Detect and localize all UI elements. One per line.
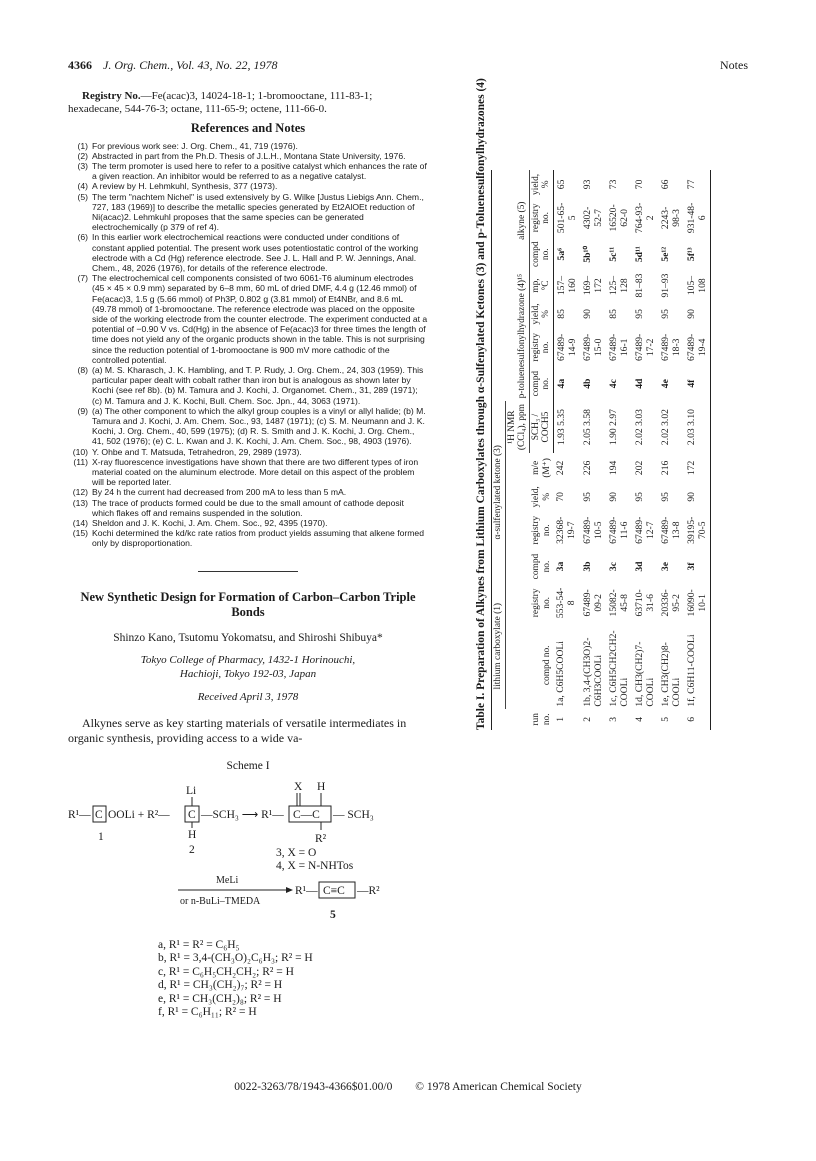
reference-text: The electrochemical cell components consisted of two 6061-T6 aluminum electrodes (45 × 45 × 0.9 mm) separated by 6–8 mm, 60 mL of dried DMF, 4.4 g (12.46 mmol) of Fe(acac)3, 1.5 g (5.66 mmol) of Ph3P, 0.802 g (3.81 mmol) of Et4NBr, and 8.6 mL (49.78 mmol) of 1-bromooctane. The reference electrode was placed on the opposite side of the working electrode from the counter electrode. The experiment conducted at a potential of −0.90 V vs. Cd(Hg) in the absence of Fe(acac)3 for three times the length of time does not yield any of the organic products shown in the table. This is not surprising since the reduction potential of 1-bromooctane is 900 mV more cathodic of the controlled potential. [92,273,428,365]
cell-mp: 169–172 [581,275,604,296]
scheme-li: Li [186,785,197,798]
reference-number: (3) [77,160,88,171]
cell-coch-value: 3.03 [633,409,645,426]
scheme-h-below: H [188,829,197,842]
group-nmr: ¹H NMR (CCl₄), ppm [505,401,529,453]
group-hydrazone: p-toluenesulfonylhydrazone (4)¹⁵ [492,271,530,400]
cell-run: 3 [607,716,619,722]
cell-a-no [684,237,711,271]
cell-compound-id: 5a⁶ [555,247,567,261]
reference-item [68,528,428,548]
cell-compd: 1e, CH3(CH2)8-COOLi [659,642,682,707]
cell-a-yield: 66 [659,179,671,190]
table-row [580,170,606,730]
cell-sch3-value: 2.02 [633,428,645,446]
reference-number: (10) [72,446,88,457]
col-yield-5: yield, % [529,170,553,199]
cell-run: 6 [684,709,711,730]
cell-h-yield: 90 [684,300,711,329]
reference-text: (a) The other component to which the alkyl group couples is a vinyl or allyl halide; (b) M. Tamura and J. Kochi, J. Am. Chem. Soc., 93, 1487 (1971); (c) S. M. Neumann and J. K. Kochi, J. Org. Chem., 40, 599 (1975); (d) R. S. Smith and J. K. Kochi, J. Org. Chem., 41, 502 (1976); (e) C. L. Kwan and J. K. Kochi, J. Am. Chem. Soc., 98, 4903 (1976). [92,405,426,447]
cell-reg: 553-54-8 [555,587,577,619]
cell-mp: 157–160 [555,275,578,296]
scheme-arrow-head [286,887,293,893]
col-yield-4: yield, % [529,300,553,329]
cell-run: 1 [555,716,566,722]
cell-h-reg: 67489-19-4 [684,328,711,366]
cell-sch3-value: 1.93 [555,428,567,446]
cell-sch3 [553,401,580,453]
reference-number: (4) [77,181,88,192]
col-compd-5: compd no. [529,237,553,271]
reference-number: (8) [77,364,88,375]
cell-k-reg: 32368-19-7 [555,516,577,544]
cell-mp: 91–93 [659,273,671,298]
reference-item [68,232,428,273]
col-registry-5: registry no. [529,199,553,237]
cell-compd: 1b, 3,4-(CH3O)2-C6H3COOLi [581,637,604,707]
reference-text: (a) M. S. Kharasch, J. K. Hambling, and T. P. Rudy, J. Org. Chem., 24, 303 (1959). This particular paper dealt with cobalt rather than iron but is analogous as shown later by Kochi (see ref 8b). (b) M. Tamura and J. Kochi, J. Organomet. Chem., 31, 289 (1971); (c) M. Tamura and J. K. Kochi, Bull. Chem. Soc. Jpn., 44, 3063 (1971). [92,364,424,406]
col-compd-4: compd no. [529,366,553,400]
reference-number: (2) [77,150,88,161]
cell-h-no [580,366,606,400]
scheme-legend [68,939,428,1020]
cell-compound-id: 3e [659,562,671,572]
scheme-box-cc-label: C—C [293,809,320,822]
cell-compound-id: 3d [633,561,645,572]
reference-item [68,181,428,191]
scheme-legend-item: a, R¹ = R² = C₆H₅ [158,938,240,951]
cell-compd: 1d, CH3(CH2)7-COOLi [633,641,656,707]
reference-text: Kochi determined the kd/kc rate ratios from product yields assuming that alkene formed only by disproportionation. [92,528,424,549]
table-row [553,170,580,730]
col-registry-1: registry no. [531,588,552,618]
cell-sch3 [632,401,658,453]
cell-compound-id: 4d [633,378,645,389]
cell-me: 194 [607,460,619,476]
scheme-box-product-label: C≡C [323,885,345,898]
col-compd-1: compd no. [541,645,552,686]
cell-a-no [658,237,684,271]
cell-h-no [553,366,580,400]
cell-sch3 [658,401,684,453]
article-authors: Shinzo Kano, Tsutomu Yokomatsu, and Shiroshi Shibuya* [113,631,383,644]
table-row [684,170,711,730]
registry-label: Registry No. [82,90,141,102]
cell-coch-value: 3.10 [685,409,697,426]
page-footer [0,1081,816,1093]
cell-k-yield: 95 [581,492,593,502]
cell-h-no [632,366,658,400]
scheme-legend-item: d, R¹ = CH₃(CH₂)₇; R² = H [158,979,283,992]
cell-h-reg: 67489-17-2 [633,333,656,361]
reference-item [68,151,428,161]
reference-item [68,365,428,406]
reference-number: (14) [72,518,88,529]
cell-a-no [606,237,632,271]
cell-a-yield: 73 [607,179,619,190]
cell-compound-id: 4a [555,378,567,389]
cell-k-yield: 90 [684,483,711,512]
reference-number: (13) [72,497,88,508]
cell-a-reg: 931-48-6 [684,199,711,237]
reference-item [68,273,428,365]
affiliation-line-2: Hachioji, Tokyo 192-03, Japan [179,667,317,680]
scheme-sch3: —SCH₃ ⟶ R¹— [201,809,284,822]
cell-a-reg: 4302-52-7 [581,206,604,230]
cell-h-reg: 67489-18-3 [659,333,682,361]
cell-a-reg: 2243-98-3 [659,206,682,230]
reference-item [68,498,428,518]
cell-k-yield: 70 [555,492,566,502]
cell-a-yield: 77 [684,170,711,199]
cell-coch-value: 2.97 [607,409,619,426]
article-code: 0022-3263/78/1943-4366$01.00/0 [234,1081,393,1093]
cell-compound-id: 5f¹³ [685,247,697,262]
references-title: References and Notes [190,121,306,135]
reference-item [68,487,428,497]
reference-number: (6) [77,232,88,243]
cell-a-reg: 16520-62-0 [607,204,630,232]
cell-a-no [632,237,658,271]
cell-a-yield: 70 [633,179,645,190]
reference-item [68,406,428,447]
reference-text: The trace of products formed could be due to the small amount of cathode deposit which flakes off and remains suspended in the solution. [92,497,404,518]
reference-text: The term promoter is used here to refer to a positive catalyst which enhances the rate of a given reaction. An inhibitor would be referred to as a negative catalyst. [92,160,427,182]
cell-me: 216 [659,460,671,476]
cell-reg: 15082-45-8 [607,589,630,617]
cell-k-no [580,549,606,583]
cell-k-reg: 67489-13-8 [659,516,682,544]
table-row [606,170,632,730]
cell-compound-id: 5c¹¹ [607,246,619,262]
col-yield-3: yield, % [531,486,552,508]
cell-sch3-value: 2.03 [685,428,697,446]
reference-item [68,141,428,151]
cell-me: 226 [581,460,593,476]
cell-mp: 105–108 [684,271,711,299]
cell-compd: 1a, C6H5COOLi [555,641,566,707]
col-compd-3: compd no. [531,553,552,580]
group-alkyne: alkyne (5) [492,170,530,271]
scheme-x: X [294,781,303,794]
reference-text: A review by H. Lehmkuhl, Synthesis, 377 (1973). [92,181,278,192]
scheme-reagent-buli: or n-BuLi–TMEDA [180,896,261,908]
scheme-r1: R¹— [68,809,91,822]
reference-number: (7) [77,273,88,284]
reference-text: Y. Ohbe and T. Matsuda, Tetrahedron, 29, 2989 (1973). [92,446,302,457]
scheme-legend-item: c, R¹ = C₆H₅CH₂CH₂; R² = H [158,965,294,978]
cell-coch-value: 5.35 [555,409,567,426]
cell-k-yield: 95 [659,492,671,502]
cell-compound-id: 3f [685,562,697,571]
cell-a-reg: 501-65-5 [555,202,578,234]
cell-h-yield: 95 [633,309,645,319]
section-divider [198,571,298,572]
cell-me: 172 [684,453,711,482]
cell-mp: 125–128 [607,275,630,296]
cell-k-no [684,549,711,583]
cell-compound-id: 4c [607,379,619,389]
received-date: Received April 3, 1978 [197,691,299,704]
scheme-label-2: 2 [189,844,195,857]
scheme-legend-item: f, R¹ = C₆H₁₁; R² = H [158,1006,257,1019]
col-mp: mp, °C [529,271,553,299]
col-run: run no. [492,709,554,730]
cell-k-no [553,549,580,583]
reference-text: Abstracted in part from the Ph.D. Thesis of J.L.H., Montana State University, 1976. [92,150,406,161]
article-body: Alkynes serve as key starting materials of versatile intermediates in organic synthesis, providing access to a wide va- [68,715,407,745]
cell-h-reg: 67489-14-9 [555,333,578,361]
cell-k-yield: 90 [607,492,619,502]
scheme-product-r1: R¹— [295,885,318,898]
table-grid [491,170,711,730]
reference-text: By 24 h the current had decreased from 200 mA to less than 5 mA. [92,487,347,498]
table-body [553,170,710,730]
reference-number: (9) [77,405,88,416]
reference-item [68,161,428,181]
journal-citation: J. Org. Chem., Vol. 43, No. 22, 1978 [103,58,278,72]
cell-compd: 1c, C6H5CH2CH2-COOLi [607,630,630,707]
reference-number: (5) [77,191,88,202]
scheme-label-1: 1 [98,831,104,844]
cell-a-no [553,237,580,271]
col-registry-4: registry no. [529,328,553,366]
cell-a-no [580,237,606,271]
cell-compound-id: 4f [685,379,697,388]
scheme-sch3b: — SCH₃ [333,809,374,822]
cell-h-no [606,366,632,400]
cell-compound-id: 5d¹¹ [633,246,645,263]
reference-number: (1) [77,140,88,151]
cell-h-reg: 67489-16-1 [607,333,630,361]
cell-coch-value: 3.02 [659,409,671,426]
cell-compound-id: 4b [581,378,593,389]
cell-run: 4 [633,716,645,722]
cell-coch-value: 3.58 [581,409,593,426]
cell-a-yield: 93 [581,179,593,190]
col-me: m/e (M⁺) [531,458,552,478]
cell-run: 5 [659,716,671,722]
cell-k-no [632,549,658,583]
registry-numbers [68,90,428,116]
reference-text: The term "nachtem Nichel" is used extensively by G. Wilke [Justus Liebigs Ann. Chem., 727, 183 (1969)] to describe the metallic species generated by Et2AlOEt reduction of Ni(acac)2. Lehmkuhl proposes that the same species can be generated electrochemically (p 379 of ref 4). [92,191,424,233]
scheme-product-r2: —R² [357,885,380,898]
cell-k-no [658,549,684,583]
scheme-h-top: H [317,781,326,794]
cell-h-no [658,366,684,400]
scheme-box-c1-label: C [95,809,103,822]
cell-k-reg: 67489-12-7 [633,516,656,544]
cell-mp: 81–83 [633,273,645,298]
reference-item [68,457,428,488]
scheme-title: Scheme I [226,759,270,772]
group-lithium: lithium carboxylate (1) [492,584,506,709]
cell-compound-id: 5e¹² [659,246,671,262]
table-row [658,170,684,730]
cell-h-yield: 85 [607,309,619,319]
scheme-label-4: 4, X = N-NHTos [276,860,354,873]
reference-number: (12) [72,487,88,498]
cell-a-reg: 764-93-2 [633,202,656,234]
cell-k-no [606,549,632,583]
cell-compound-id: 3a [555,561,566,572]
cell-h-no [684,366,711,400]
cell-h-reg: 67489-15-0 [581,333,604,361]
reference-item [68,447,428,457]
reference-number: (11) [73,456,88,467]
cell-sch3 [684,401,711,453]
scheme-ooli: OOLi + R²— [108,809,170,822]
cell-h-yield: 90 [581,309,593,319]
scheme-legend-item: e, R¹ = CH₃(CH₂)₈; R² = H [158,992,282,1005]
cell-h-yield: 95 [659,309,671,319]
table-1 [475,78,739,730]
cell-sch3-value: 1.90 [607,428,619,446]
scheme-box-c2-label: C [188,809,196,822]
cell-sch3 [606,401,632,453]
affiliation-line-1: Tokyo College of Pharmacy, 1432-1 Horinouchi, [140,654,356,667]
cell-compound-id: 5b¹⁰ [581,245,593,263]
scheme-diagram [68,778,428,928]
reference-item [68,192,428,233]
reference-text: Sheldon and J. K. Kochi, J. Am. Chem. Soc., 92, 4395 (1970). [92,518,328,529]
cell-reg: 16090-10-1 [684,584,711,622]
cell-compound-id: 4e [659,379,671,389]
cell-compound-id: 3b [581,561,593,572]
table-row [632,170,658,730]
reference-text: In this earlier work electrochemical reactions were conducted under conditions of constant applied potential. The present work uses potentiostatic control of the working electrode with a Cd (Hg) reference electrode. See J. L. Hall and P. W. Jennings, Anal. Chem., 48, 2026 (1976), for details of the reference electrode. [92,232,419,273]
scheme-reagent-meli: MeLi [216,875,239,887]
cell-k-reg: 67489-10-5 [581,516,604,544]
references-list [68,141,428,549]
reference-text: X-ray fluorescence investigations have shown that there are two different types of iron material coated on the aluminum electrode. More detail on this aspect of the problem will be reported later. [92,456,419,488]
left-column [68,90,428,1020]
article-title: New Synthetic Design for Formation of Carbon–Carbon Triple Bonds [80,589,416,619]
cell-sch3 [580,401,606,453]
cell-sch3-value: 2.05 [581,428,593,446]
scheme-label-3: 3, X = O [276,847,317,860]
running-header [68,58,278,73]
reference-number: (15) [72,528,88,539]
registry-text: —Fe(acac)3, 14024-18-1; 1-bromooctane, 111-83-1; hexadecane, 544-76-3; octane, 111-65-9; octene, 111-66-0. [68,90,373,115]
cell-k-yield: 95 [633,492,645,502]
group-ketone: α-sulfenylated ketone (3) [492,401,506,584]
col-sch3: SCH₃ / COCH5 [529,401,553,453]
cell-h-yield: 85 [555,309,567,319]
cell-a-yield: 65 [555,179,567,190]
cell-sch3-value: 2.02 [659,428,671,446]
cell-me: 242 [555,460,566,476]
cell-compd: 1f, C6H11-COOLi [684,622,711,709]
cell-run: 2 [581,716,593,722]
scheme-legend-item: b, R¹ = 3,4-(CH₃O)₂C₆H₃; R² = H [158,952,313,965]
cell-k-reg: 39195-70-5 [684,511,711,549]
table-title: Table I. Preparation of Alkynes from Lithium Carboxylates through α-Sulfenylated Ketones (3) and p-Toluenesulfonylhydrazones (4) [475,78,487,730]
section-label: Notes [720,58,748,72]
reference-text: For previous work see: J. Org. Chem., 41, 719 (1976). [92,140,298,151]
page-number: 4366 [68,58,92,72]
cell-reg: 63710-31-6 [633,589,656,617]
scheme-r2: R² [315,833,327,846]
col-registry-3: registry no. [531,515,552,545]
cell-k-reg: 67489-11-6 [607,516,630,544]
reference-item [68,518,428,528]
cell-reg: 67489-09-2 [581,589,604,617]
copyright: © 1978 American Chemical Society [415,1081,582,1093]
cell-reg: 20336-95-2 [659,589,682,617]
cell-me: 202 [633,460,645,476]
cell-compound-id: 3c [607,562,619,572]
scheme-label-5: 5 [330,909,336,922]
